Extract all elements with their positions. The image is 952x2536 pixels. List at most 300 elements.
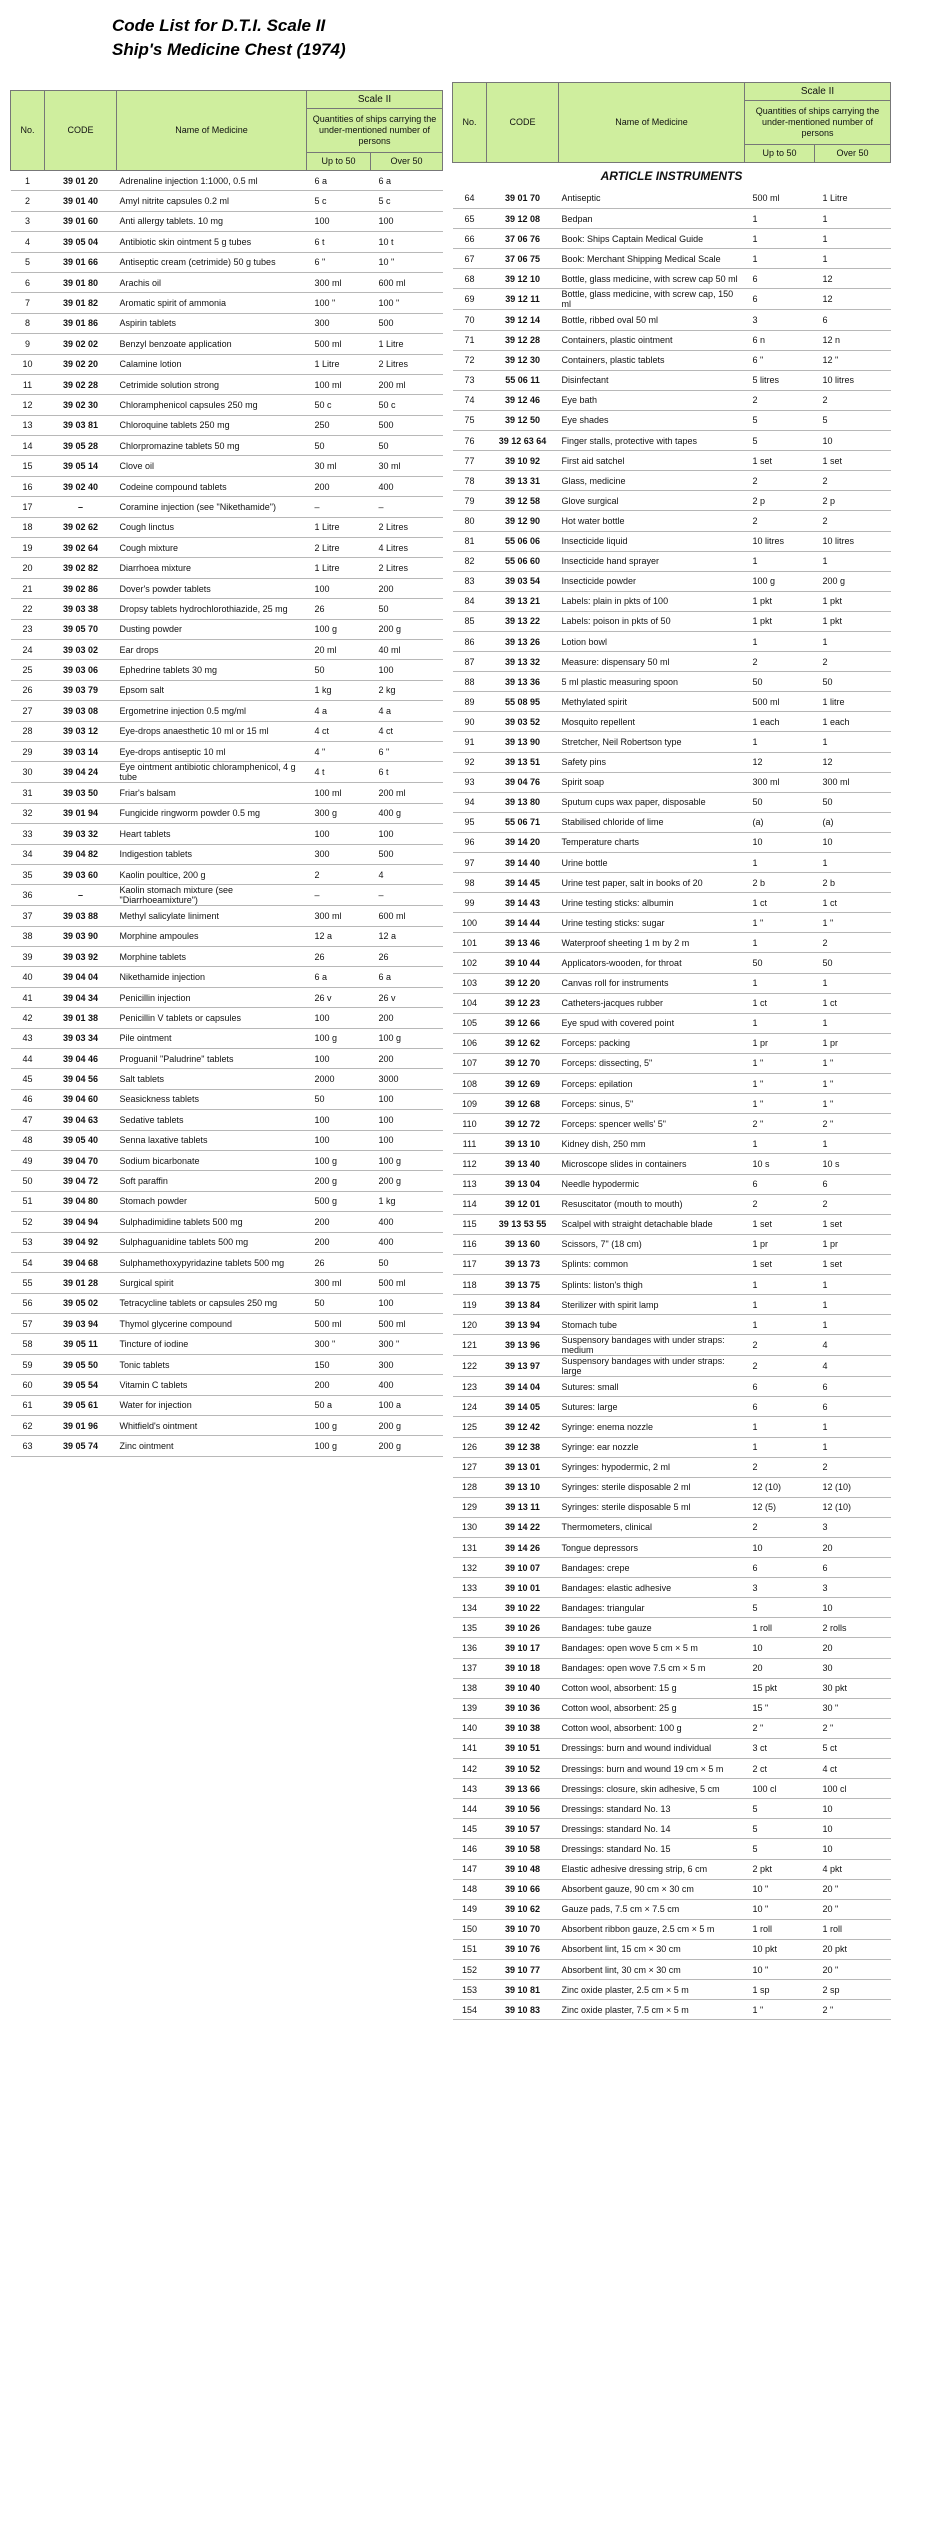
header-quantities: Quantities of ships carrying the under-mentioned number of persons (307, 109, 443, 153)
qty-over-50: 2 Litres (371, 517, 443, 537)
item-name: Labels: poison in pkts of 50 (559, 611, 745, 631)
item-code: 55 08 95 (487, 692, 559, 712)
item-code: 39 05 61 (45, 1395, 117, 1415)
qty-over-50: 1 pkt (815, 591, 891, 611)
item-number: 15 (11, 456, 45, 476)
table-row (453, 772, 891, 792)
item-code: 39 13 36 (487, 672, 559, 692)
qty-up-to-50: 100 cl (745, 1779, 815, 1799)
qty-over-50: 1 " (815, 913, 891, 933)
qty-up-to-50: 4 a (307, 701, 371, 721)
qty-up-to-50: 5 (745, 1819, 815, 1839)
qty-over-50: 1 (815, 1013, 891, 1033)
item-code: 39 03 88 (45, 906, 117, 926)
item-name: Vitamin C tablets (117, 1375, 307, 1395)
item-name: Dressings: standard No. 13 (559, 1799, 745, 1819)
item-name: Stabilised chloride of lime (559, 812, 745, 832)
qty-over-50: 1 " (815, 1074, 891, 1094)
item-number: 147 (453, 1859, 487, 1879)
item-number: 133 (453, 1578, 487, 1598)
item-code: 39 12 46 (487, 390, 559, 410)
item-name: Waterproof sheeting 1 m by 2 m (559, 933, 745, 953)
item-name: Syringes: hypodermic, 2 ml (559, 1457, 745, 1477)
qty-up-to-50: 1 (745, 1013, 815, 1033)
item-code: 39 04 63 (45, 1110, 117, 1130)
qty-over-50: 10 (815, 1598, 891, 1618)
qty-over-50: 100 (371, 1293, 443, 1313)
table-row (453, 209, 891, 229)
item-number: 56 (11, 1293, 45, 1313)
item-number: 94 (453, 792, 487, 812)
item-code: 39 03 32 (45, 824, 117, 844)
item-code: 39 03 54 (487, 571, 559, 591)
item-number: 128 (453, 1477, 487, 1497)
qty-up-to-50: – (307, 497, 371, 517)
item-number: 127 (453, 1457, 487, 1477)
item-code: 39 10 40 (487, 1678, 559, 1698)
item-code: 39 04 04 (45, 967, 117, 987)
item-number: 20 (11, 558, 45, 578)
table-row (453, 1658, 891, 1678)
item-name: Insecticide powder (559, 571, 745, 591)
item-name: Morphine ampoules (117, 926, 307, 946)
qty-over-50: 12 (815, 752, 891, 772)
qty-over-50: 12 a (371, 926, 443, 946)
qty-up-to-50: 2 (307, 864, 371, 884)
item-name: Temperature charts (559, 832, 745, 852)
table-row (453, 611, 891, 631)
qty-up-to-50: 6 (745, 289, 815, 310)
qty-up-to-50: 300 (307, 844, 371, 864)
item-number: 6 (11, 272, 45, 292)
qty-up-to-50: 300 (307, 313, 371, 333)
item-code: 39 10 51 (487, 1738, 559, 1758)
item-code: 39 05 54 (45, 1375, 117, 1395)
qty-over-50: 1 (815, 229, 891, 249)
qty-up-to-50: 1 sp (745, 1980, 815, 2000)
qty-up-to-50: 1 set (745, 451, 815, 471)
table-row (11, 1069, 443, 1089)
table-row (11, 334, 443, 354)
qty-up-to-50: 50 c (307, 395, 371, 415)
item-name: Cetrimide solution strong (117, 374, 307, 394)
qty-over-50: 1 (815, 551, 891, 571)
qty-over-50: 1 (815, 853, 891, 873)
table-row (453, 289, 891, 310)
qty-up-to-50: 1 (745, 1417, 815, 1437)
item-number: 102 (453, 953, 487, 973)
table-row (11, 272, 443, 292)
qty-up-to-50: 6 (745, 1397, 815, 1417)
qty-over-50: 4 (815, 1335, 891, 1356)
item-name: Cotton wool, absorbent: 15 g (559, 1678, 745, 1698)
header-scale: Scale II (307, 91, 443, 109)
table-row (453, 1799, 891, 1819)
table-row (453, 993, 891, 1013)
qty-over-50: 2 (815, 511, 891, 531)
table-row (11, 517, 443, 537)
qty-over-50: 1 (815, 1274, 891, 1294)
item-name: Urine test paper, salt in books of 20 (559, 873, 745, 893)
item-number: 3 (11, 211, 45, 231)
item-code: 39 02 20 (45, 354, 117, 374)
qty-over-50: 500 ml (371, 1314, 443, 1334)
qty-up-to-50: 1 (745, 249, 815, 269)
item-name: Heart tablets (117, 824, 307, 844)
item-code: 39 12 10 (487, 269, 559, 289)
qty-up-to-50: 500 ml (745, 189, 815, 209)
item-name: Absorbent ribbon gauze, 2.5 cm × 5 m (559, 1919, 745, 1939)
qty-up-to-50: 1 Litre (307, 558, 371, 578)
item-name: Ergometrine injection 0.5 mg/ml (117, 701, 307, 721)
item-code: 39 13 80 (487, 792, 559, 812)
item-code: 39 13 11 (487, 1497, 559, 1517)
item-number: 73 (453, 370, 487, 390)
item-code: 39 12 20 (487, 973, 559, 993)
item-number: 105 (453, 1013, 487, 1033)
table-row (11, 171, 443, 191)
table-row (453, 431, 891, 451)
qty-over-50: 1 litre (815, 692, 891, 712)
qty-up-to-50: 300 ml (745, 772, 815, 792)
item-name: Forceps: spencer wells' 5" (559, 1114, 745, 1134)
qty-over-50: 1 (815, 249, 891, 269)
item-code: 39 10 83 (487, 2000, 559, 2020)
item-number: 76 (453, 431, 487, 451)
item-number: 27 (11, 701, 45, 721)
table-row (11, 354, 443, 374)
item-number: 82 (453, 551, 487, 571)
qty-up-to-50: 50 (307, 1089, 371, 1109)
item-code: 39 03 50 (45, 783, 117, 803)
item-name: Urine bottle (559, 853, 745, 873)
qty-up-to-50: 20 (745, 1658, 815, 1678)
table-row (11, 906, 443, 926)
item-code: 39 03 81 (45, 415, 117, 435)
item-name: Dressings: burn and wound 19 cm × 5 m (559, 1759, 745, 1779)
table-row (453, 1879, 891, 1899)
item-number: 150 (453, 1919, 487, 1939)
item-code: 39 13 22 (487, 611, 559, 631)
item-number: 64 (453, 189, 487, 209)
title-line-1: Code List for D.T.I. Scale II (112, 16, 326, 35)
item-code: 37 06 76 (487, 229, 559, 249)
item-code: 39 04 80 (45, 1191, 117, 1211)
table-row (453, 350, 891, 370)
item-name: Coramine injection (see "Nikethamide") (117, 497, 307, 517)
item-name: Penicillin V tablets or capsules (117, 1008, 307, 1028)
item-name: Whitfield's ointment (117, 1416, 307, 1436)
qty-over-50: 1 (815, 1417, 891, 1437)
item-code: 39 13 66 (487, 1779, 559, 1799)
qty-over-50: 200 (371, 578, 443, 598)
table-row (453, 732, 891, 752)
table-row (11, 1354, 443, 1374)
qty-over-50: 20 " (815, 1879, 891, 1899)
table-row (453, 1274, 891, 1294)
qty-over-50: 200 (371, 1049, 443, 1069)
item-number: 149 (453, 1899, 487, 1919)
qty-over-50: 1 each (815, 712, 891, 732)
qty-up-to-50: 6 a (307, 171, 371, 191)
item-name: Sodium bicarbonate (117, 1150, 307, 1170)
item-name: Urine testing sticks: sugar (559, 913, 745, 933)
item-name: Absorbent lint, 15 cm × 30 cm (559, 1939, 745, 1959)
item-code: 39 12 66 (487, 1013, 559, 1033)
item-number: 81 (453, 531, 487, 551)
item-number: 12 (11, 395, 45, 415)
item-number: 22 (11, 599, 45, 619)
item-name: Senna laxative tablets (117, 1130, 307, 1150)
item-name: Bandages: crepe (559, 1558, 745, 1578)
table-row (11, 456, 443, 476)
qty-over-50: 500 ml (371, 1273, 443, 1293)
item-name: Zinc oxide plaster, 2.5 cm × 5 m (559, 1980, 745, 2000)
item-code: 39 03 06 (45, 660, 117, 680)
item-code: 39 12 14 (487, 310, 559, 330)
item-code: 39 10 01 (487, 1578, 559, 1598)
table-row (453, 1356, 891, 1377)
qty-over-50: 200 ml (371, 374, 443, 394)
item-number: 49 (11, 1150, 45, 1170)
item-name: Labels: plain in pkts of 100 (559, 591, 745, 611)
qty-up-to-50: 5 (745, 1598, 815, 1618)
item-number: 7 (11, 293, 45, 313)
table-row (11, 701, 443, 721)
item-number: 54 (11, 1252, 45, 1272)
item-number: 124 (453, 1397, 487, 1417)
qty-up-to-50: 2 (745, 1335, 815, 1356)
item-number: 109 (453, 1094, 487, 1114)
qty-over-50: 10 s (815, 1154, 891, 1174)
qty-up-to-50: 2 (745, 390, 815, 410)
qty-over-50: 1 pr (815, 1033, 891, 1053)
item-name: Glass, medicine (559, 471, 745, 491)
item-code: 39 14 04 (487, 1377, 559, 1397)
item-name: Kaolin poultice, 200 g (117, 864, 307, 884)
qty-up-to-50: 500 ml (307, 334, 371, 354)
table-row (453, 712, 891, 732)
qty-over-50: 1 (815, 1315, 891, 1335)
qty-over-50: 50 (371, 1252, 443, 1272)
item-code: 39 10 92 (487, 451, 559, 471)
item-number: 92 (453, 752, 487, 772)
item-name: Kaolin stomach mixture (see "Diarrhoeamixture") (117, 885, 307, 906)
qty-over-50: 100 a (371, 1395, 443, 1415)
table-row (11, 864, 443, 884)
qty-up-to-50: 2 (745, 1194, 815, 1214)
item-number: 43 (11, 1028, 45, 1048)
item-name: Pile ointment (117, 1028, 307, 1048)
item-name: Measure: dispensary 50 ml (559, 652, 745, 672)
qty-up-to-50: 1 roll (745, 1618, 815, 1638)
item-code: 39 01 60 (45, 211, 117, 231)
qty-over-50: 50 (371, 599, 443, 619)
item-number: 120 (453, 1315, 487, 1335)
item-number: 29 (11, 741, 45, 761)
item-code: 39 01 96 (45, 1416, 117, 1436)
item-name: Containers, plastic ointment (559, 330, 745, 350)
table-row (453, 1477, 891, 1497)
qty-up-to-50: 1 ct (745, 993, 815, 1013)
item-number: 101 (453, 933, 487, 953)
item-code: 39 04 94 (45, 1212, 117, 1232)
table-row (11, 1110, 443, 1130)
table-row (453, 631, 891, 651)
item-number: 104 (453, 993, 487, 1013)
item-number: 40 (11, 967, 45, 987)
table-row (453, 1013, 891, 1033)
item-number: 112 (453, 1154, 487, 1174)
qty-up-to-50: 1 (745, 1437, 815, 1457)
qty-over-50: 400 (371, 1375, 443, 1395)
qty-up-to-50: 10 " (745, 1959, 815, 1979)
qty-up-to-50: 200 (307, 1375, 371, 1395)
item-number: 18 (11, 517, 45, 537)
item-code: 39 10 77 (487, 1959, 559, 1979)
item-name: Cough linctus (117, 517, 307, 537)
item-code: 55 06 60 (487, 551, 559, 571)
qty-up-to-50: 500 ml (745, 692, 815, 712)
qty-up-to-50: 100 g (307, 1416, 371, 1436)
qty-up-to-50: 50 (307, 660, 371, 680)
qty-over-50: 4 (371, 864, 443, 884)
qty-up-to-50: 3 ct (745, 1738, 815, 1758)
qty-over-50: 30 pkt (815, 1678, 891, 1698)
qty-over-50: 2 kg (371, 680, 443, 700)
item-name: Eye shades (559, 410, 745, 430)
item-name: Eye bath (559, 390, 745, 410)
item-number: 1 (11, 171, 45, 191)
table-row (453, 1033, 891, 1053)
item-code: 39 10 48 (487, 1859, 559, 1879)
table-row (11, 1273, 443, 1293)
qty-over-50: 400 (371, 1212, 443, 1232)
item-code: 39 03 38 (45, 599, 117, 619)
item-number: 36 (11, 885, 45, 906)
qty-up-to-50: 50 a (307, 1395, 371, 1415)
item-name: Sulphadimidine tablets 500 mg (117, 1212, 307, 1232)
item-name: Tongue depressors (559, 1538, 745, 1558)
item-code: 39 12 58 (487, 491, 559, 511)
qty-over-50: 100 (371, 1089, 443, 1109)
table-row (11, 1089, 443, 1109)
qty-over-50: 2 sp (815, 1980, 891, 2000)
qty-over-50: 1 set (815, 1214, 891, 1234)
table-row (453, 1538, 891, 1558)
item-code: 39 05 14 (45, 456, 117, 476)
table-row (453, 752, 891, 772)
table-row (11, 1028, 443, 1048)
qty-up-to-50: 100 (307, 1008, 371, 1028)
qty-over-50: 30 " (815, 1698, 891, 1718)
item-name: Sutures: large (559, 1397, 745, 1417)
item-number: 31 (11, 783, 45, 803)
item-number: 96 (453, 832, 487, 852)
item-code: 39 12 70 (487, 1053, 559, 1073)
item-code: 39 01 82 (45, 293, 117, 313)
qty-over-50: 2 rolls (815, 1618, 891, 1638)
qty-up-to-50: 200 g (307, 1171, 371, 1191)
item-name: Dropsy tablets hydrochlorothiazide, 25 mg (117, 599, 307, 619)
qty-over-50: 20 (815, 1638, 891, 1658)
item-number: 113 (453, 1174, 487, 1194)
item-code: 39 01 66 (45, 252, 117, 272)
qty-up-to-50: 500 ml (307, 1314, 371, 1334)
table-row (453, 330, 891, 350)
qty-over-50: 12 n (815, 330, 891, 350)
qty-up-to-50: 1 set (745, 1214, 815, 1234)
qty-up-to-50: 1 " (745, 2000, 815, 2020)
table-row (11, 538, 443, 558)
table-row (453, 933, 891, 953)
item-code: – (45, 885, 117, 906)
item-number: 21 (11, 578, 45, 598)
qty-over-50: 200 g (371, 1416, 443, 1436)
qty-up-to-50: 50 (745, 953, 815, 973)
table-row (453, 1234, 891, 1254)
qty-up-to-50: 1 (745, 1134, 815, 1154)
qty-up-to-50: 5 c (307, 191, 371, 211)
item-name: Safety pins (559, 752, 745, 772)
qty-over-50: 100 (371, 211, 443, 231)
qty-up-to-50: 2 pkt (745, 1859, 815, 1879)
qty-up-to-50: 2 (745, 652, 815, 672)
item-code: 39 12 28 (487, 330, 559, 350)
qty-over-50: 6 (815, 1377, 891, 1397)
item-name: Dressings: standard No. 15 (559, 1839, 745, 1859)
qty-up-to-50: 5 (745, 410, 815, 430)
item-code: 39 14 05 (487, 1397, 559, 1417)
qty-up-to-50: 200 (307, 1212, 371, 1232)
item-number: 108 (453, 1074, 487, 1094)
item-code: 39 13 31 (487, 471, 559, 491)
table-row (453, 1174, 891, 1194)
item-number: 72 (453, 350, 487, 370)
table-row (11, 721, 443, 741)
item-code: 39 02 28 (45, 374, 117, 394)
qty-over-50: 200 ml (371, 783, 443, 803)
item-name: Disinfectant (559, 370, 745, 390)
item-number: 95 (453, 812, 487, 832)
item-name: Antiseptic (559, 189, 745, 209)
table-row (453, 1074, 891, 1094)
qty-up-to-50: 10 (745, 1638, 815, 1658)
item-number: 111 (453, 1134, 487, 1154)
table-row (453, 531, 891, 551)
qty-over-50: 5 c (371, 191, 443, 211)
header-scale: Scale II (745, 83, 891, 101)
qty-up-to-50: 50 (745, 672, 815, 692)
qty-over-50: 6 " (371, 741, 443, 761)
qty-up-to-50: 100 (307, 1130, 371, 1150)
item-name: Bandages: triangular (559, 1598, 745, 1618)
item-name: Aromatic spirit of ammonia (117, 293, 307, 313)
item-name: Elastic adhesive dressing strip, 6 cm (559, 1859, 745, 1879)
qty-up-to-50: 26 (307, 599, 371, 619)
qty-over-50: 3 (815, 1578, 891, 1598)
table-row (11, 1252, 443, 1272)
qty-up-to-50: 12 a (307, 926, 371, 946)
table-row (453, 1194, 891, 1214)
item-name: Resuscitator (mouth to mouth) (559, 1194, 745, 1214)
item-name: Catheters-jacques rubber (559, 993, 745, 1013)
item-name: Sputum cups wax paper, disposable (559, 792, 745, 812)
qty-up-to-50: 1 (745, 933, 815, 953)
table-row (11, 599, 443, 619)
header-no: No. (11, 91, 45, 171)
table-row (453, 893, 891, 913)
